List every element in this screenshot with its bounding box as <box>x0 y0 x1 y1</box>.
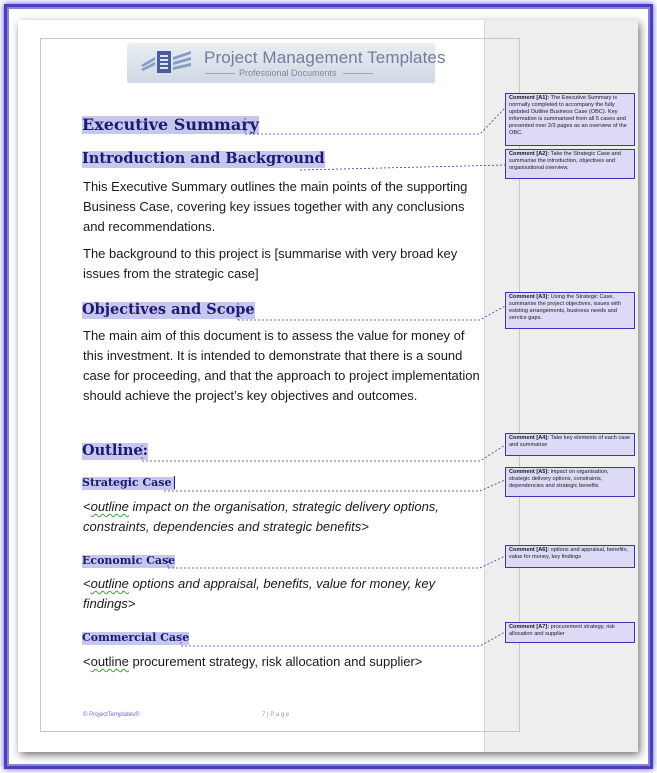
economic-spellcheck-word[interactable]: outline <box>90 576 129 591</box>
comment-a7[interactable] <box>505 622 635 643</box>
logo-subtitle: Professional Documents <box>239 68 337 78</box>
comment-a4[interactable] <box>505 433 635 456</box>
comment-a5[interactable] <box>505 467 635 497</box>
comment-a1-label: Comment [A1]: <box>509 95 550 101</box>
paragraph-intro-2[interactable]: The background to this project is [summarise with very broad key issues from the strategic case] <box>83 246 458 281</box>
comment-a4-text: Take key elements of each case and summarise <box>509 435 631 448</box>
comment-a1[interactable] <box>505 93 635 146</box>
logo-icon <box>139 47 195 79</box>
strategic-spellcheck-word[interactable]: outline <box>90 499 129 514</box>
comment-a5-label: Comment [A5]: <box>509 469 550 475</box>
comment-a4-label: Comment [A4]: <box>509 435 550 441</box>
comment-a2[interactable] <box>505 149 635 179</box>
strategic-prefix: < <box>83 499 91 514</box>
comment-a3[interactable] <box>505 292 635 329</box>
comment-a6-text: options and appraisal, benefits, value for money, key findings <box>509 547 629 560</box>
heading-introduction[interactable]: Introduction and Background <box>82 150 325 167</box>
comment-a6[interactable] <box>505 545 635 568</box>
paragraph-economic-case[interactable] <box>83 574 483 614</box>
comment-a7-text: procurement strategy, risk allocation and supplier <box>509 624 615 637</box>
paragraph-strategic-case[interactable] <box>83 497 483 537</box>
comment-a6-label: Comment [A6]: <box>509 547 550 553</box>
comment-a7-label: Comment [A7]: <box>509 624 550 630</box>
heading-strategic-case[interactable] <box>82 477 175 490</box>
heading-objectives[interactable]: Objectives and Scope <box>82 301 255 318</box>
heading-executive-summary[interactable]: Executive Summary <box>82 115 259 134</box>
strategic-rest: impact on the organisation, strategic delivery options, constraints, dependencies and strategic benefits> <box>83 499 439 534</box>
paragraph-commercial-case[interactable] <box>83 652 483 672</box>
text-cursor <box>172 476 175 489</box>
footer-page-number: 7 | P a g e <box>262 712 290 718</box>
economic-prefix: < <box>83 576 91 591</box>
heading-outline[interactable]: Outline: <box>82 442 149 459</box>
economic-rest: options and appraisal, benefits, value for money, key findings> <box>83 576 436 611</box>
commercial-spellcheck-word[interactable]: outline <box>90 654 129 669</box>
footer-copyright: © ProjectTemplates® <box>83 712 140 718</box>
comment-a1-text: The Executive Summary is normally completed to accompany the fully updated Outline Business Case (OBC). Key information is summarised from all 5 cases and presented over 2/3 pages as an overview of the OBC. <box>509 95 627 136</box>
commercial-rest: procurement strategy, risk allocation and supplier> <box>128 654 423 669</box>
paragraph-intro-1[interactable]: This Executive Summary outlines the main points of the supporting Business Case, covering key issues together with any conclusions and recommendations. <box>83 179 468 234</box>
comment-a5-text: impact on organisation, strategic delivery options, constraints, dependencies and strategic benefits <box>509 469 609 489</box>
comment-a3-label: Comment [A3]: <box>509 294 550 300</box>
commercial-prefix: < <box>83 654 91 669</box>
paragraph-objectives[interactable]: The main aim of this document is to assess the value for money of this investment. It is intended to demonstrate that there is a sound case for proceeding, and that the approach to project implementation should achieve the project’s key objectives and outcomes. <box>83 328 480 403</box>
heading-commercial-case[interactable]: Commercial Case <box>82 631 190 644</box>
comment-a2-label: Comment [A2]: <box>509 151 550 157</box>
comment-a3-text: Using the Strategic Case, summarise the project objectives, issues with existing arrangements, business needs and service gaps. <box>509 294 621 321</box>
logo-title: Project Management Templates <box>204 48 446 67</box>
comment-a2-text: Take the Strategic Case and summarise the introduction, objectives and organisational overview. <box>509 151 621 171</box>
company-logo <box>127 43 446 83</box>
heading-economic-case[interactable]: Economic Case <box>82 554 176 567</box>
logo-divider-left <box>205 73 235 74</box>
heading-strategic-case-text: Strategic Case <box>82 476 172 489</box>
logo-divider-right <box>343 73 373 74</box>
